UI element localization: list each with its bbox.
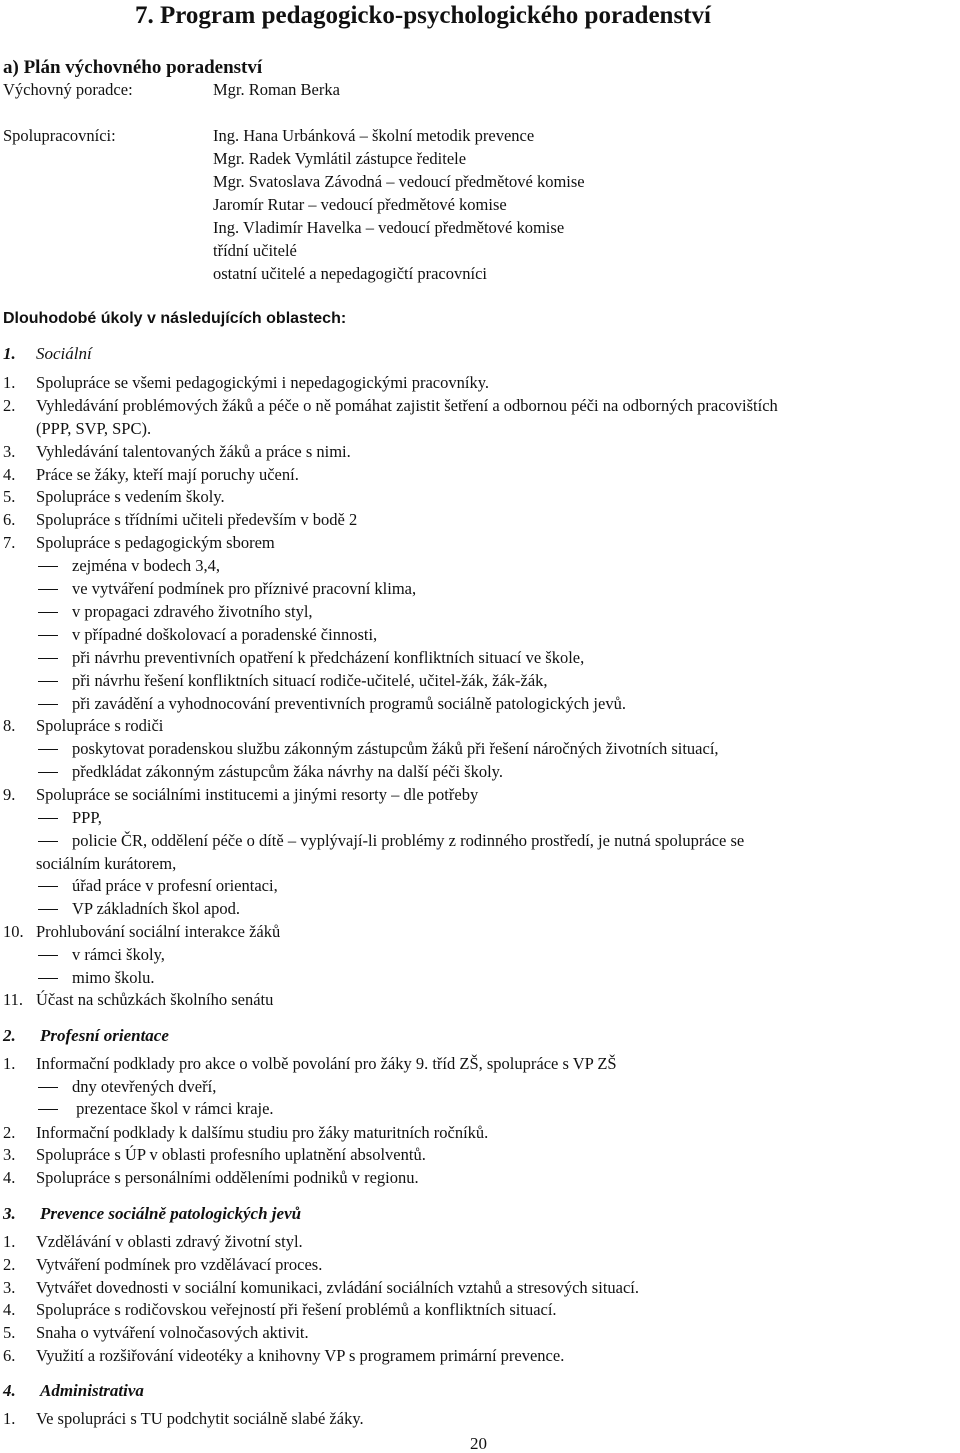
- bullet-text: poskytovat poradenskou službu zákonným zástupcům žáků při řešení náročných životních situací,: [72, 739, 719, 758]
- section-4-title: Administrativa: [40, 1381, 144, 1400]
- item-number: 4.: [3, 1168, 16, 1187]
- dash-bullet-icon: [38, 566, 58, 567]
- dash-bullet-icon: [38, 749, 58, 750]
- item-number: 1.: [3, 1054, 16, 1073]
- item-number: 11.: [3, 990, 24, 1009]
- item-number: 9.: [3, 785, 16, 804]
- section-3-number: 3.: [3, 1204, 16, 1223]
- bullet-text: dny otevřených dveří,: [72, 1077, 217, 1096]
- page-title: 7. Program pedagogicko-psychologického poradenství: [135, 2, 711, 29]
- dash-bullet-icon: [38, 818, 58, 819]
- item-text: Účast na schůzkách školního senátu: [36, 990, 274, 1009]
- item-text: Spolupráce s rodiči: [36, 716, 164, 735]
- dash-bullet-icon: [38, 658, 58, 659]
- dash-bullet-icon: [38, 841, 58, 842]
- item-number: 1.: [3, 1409, 16, 1428]
- page-number: 20: [470, 1434, 487, 1453]
- dash-bullet-icon: [38, 955, 58, 956]
- section-1-title: Sociální: [36, 344, 92, 363]
- item-number: 4.: [3, 465, 16, 484]
- item-text: Vzdělávání v oblasti zdravý životní styl.: [36, 1232, 303, 1251]
- dash-bullet-icon: [38, 886, 58, 887]
- dash-bullet-icon: [38, 1087, 58, 1088]
- collaborator-item: Ing. Hana Urbánková – školní metodik prevence: [213, 126, 535, 145]
- dash-bullet-icon: [38, 681, 58, 682]
- dash-bullet-icon: [38, 704, 58, 705]
- item-number: 4.: [3, 1300, 16, 1319]
- dash-bullet-icon: [38, 772, 58, 773]
- section-4-number: 4.: [3, 1381, 16, 1400]
- bullet-text-continued: sociálním kurátorem,: [36, 854, 177, 873]
- dash-bullet-icon: [38, 589, 58, 590]
- bullet-text: mimo školu.: [72, 968, 155, 987]
- item-number: 1.: [3, 1232, 16, 1251]
- collaborator-item: třídní učitelé: [213, 241, 297, 260]
- item-number: 7.: [3, 533, 16, 552]
- item-text: Spolupráce se všemi pedagogickými i nepedagogickými pracovníky.: [36, 373, 490, 392]
- item-number: 6.: [3, 1346, 16, 1365]
- item-number: 2.: [3, 396, 16, 415]
- dash-bullet-icon: [38, 978, 58, 979]
- item-number: 3.: [3, 442, 16, 461]
- item-number: 3.: [3, 1145, 16, 1164]
- section-1-number: 1.: [3, 344, 16, 363]
- item-number: 5.: [3, 1323, 16, 1342]
- item-number: 2.: [3, 1123, 16, 1142]
- collaborator-item: Mgr. Svatoslava Závodná – vedoucí předmětové komise: [213, 172, 585, 191]
- item-text: Vyhledávání problémových žáků a péče o ně pomáhat zajistit šetření a odbornou péči na odborných pracovištích: [36, 396, 778, 415]
- bullet-text: prezentace škol v rámci kraje.: [72, 1099, 274, 1118]
- item-number: 5.: [3, 487, 16, 506]
- bullet-text: v případné doškolovací a poradenské činnosti,: [72, 625, 378, 644]
- item-text: Vyhledávání talentovaných žáků a práce s nimi.: [36, 442, 351, 461]
- item-text: Informační podklady k dalšímu studiu pro žáky maturitních ročníků.: [36, 1123, 489, 1142]
- section-2-title: Profesní orientace: [40, 1026, 169, 1045]
- item-text: Spolupráce s vedením školy.: [36, 487, 225, 506]
- item-text: Spolupráce s třídními učiteli především v bodě 2: [36, 510, 358, 529]
- item-number: 6.: [3, 510, 16, 529]
- bullet-text: úřad práce v profesní orientaci,: [72, 876, 278, 895]
- item-text: Spolupráce s ÚP v oblasti profesního uplatnění absolventů.: [36, 1145, 426, 1164]
- bullet-text: předkládat zákonným zástupcům žáka návrhy na další péči školy.: [72, 762, 503, 781]
- item-text: Spolupráce s personálními odděleními podniků v regionu.: [36, 1168, 419, 1187]
- item-text: Vytvářet dovednosti v sociální komunikaci, zvládání sociálních vztahů a stresových situací.: [36, 1278, 640, 1297]
- bullet-text: v propagaci zdravého životního styl,: [72, 602, 313, 621]
- item-text: Práce se žáky, kteří mají poruchy učení.: [36, 465, 299, 484]
- item-text: (PPP, SVP, SPC).: [36, 419, 152, 438]
- item-text: Využití a rozšiřování videotéky a knihovny VP s programem primární prevence.: [36, 1346, 565, 1365]
- long-term-heading: Dlouhodobé úkoly v následujících oblastech:: [3, 310, 347, 327]
- collaborator-item: ostatní učitelé a nepedagogičtí pracovníci: [213, 264, 487, 283]
- item-text: Spolupráce se sociálními institucemi a jinými resorty – dle potřeby: [36, 785, 479, 804]
- item-text: Spolupráce s rodičovskou veřejností při řešení problémů a konfliktních situací.: [36, 1300, 557, 1319]
- dash-bullet-icon: [38, 612, 58, 613]
- item-text: Informační podklady pro akce o volbě povolání pro žáky 9. tříd ZŠ, spolupráce s VP ZŠ: [36, 1054, 617, 1073]
- item-number: 1.: [3, 373, 16, 392]
- item-number: 2.: [3, 1255, 16, 1274]
- collaborators-label: Spolupracovníci:: [3, 126, 116, 145]
- advisor-name: Mgr. Roman Berka: [213, 80, 340, 99]
- collaborator-item: Ing. Vladimír Havelka – vedoucí předmětové komise: [213, 218, 565, 237]
- item-number: 8.: [3, 716, 16, 735]
- bullet-text: při návrhu preventivních opatření k předcházení konfliktních situací ve škole,: [72, 648, 585, 667]
- item-text: Ve spolupráci s TU podchytit sociálně slabé žáky.: [36, 1409, 364, 1428]
- section-2-number: 2.: [3, 1026, 16, 1045]
- item-text: Vytváření podmínek pro vzdělávací proces.: [36, 1255, 323, 1274]
- item-number: 10.: [3, 922, 24, 941]
- collaborator-item: Jaromír Rutar – vedoucí předmětové komise: [213, 195, 507, 214]
- plan-heading: a) Plán výchovného poradenství: [3, 57, 263, 78]
- bullet-text: PPP,: [72, 808, 102, 827]
- bullet-text: zejména v bodech 3,4,: [72, 556, 220, 575]
- dash-bullet-icon: [38, 1109, 58, 1110]
- dash-bullet-icon: [38, 909, 58, 910]
- dash-bullet-icon: [38, 635, 58, 636]
- item-text: Snaha o vytváření volnočasových aktivit.: [36, 1323, 309, 1342]
- bullet-text: policie ČR, oddělení péče o dítě – vyplývají-li problémy z rodinného prostředí, je nutná spolupráce se: [72, 831, 745, 850]
- collaborator-item: Mgr. Radek Vymlátil zástupce ředitele: [213, 149, 467, 168]
- item-text: Spolupráce s pedagogickým sborem: [36, 533, 275, 552]
- bullet-text: při zavádění a vyhodnocování preventivních programů sociálně patologických jevů.: [72, 694, 626, 713]
- bullet-text: při návrhu řešení konfliktních situací rodiče-učitelé, učitel-žák, žák-žák,: [72, 671, 548, 690]
- bullet-text: v rámci školy,: [72, 945, 165, 964]
- bullet-text: ve vytváření podmínek pro příznivé pracovní klima,: [72, 579, 417, 598]
- item-number: 3.: [3, 1278, 16, 1297]
- section-3-title: Prevence sociálně patologických jevů: [40, 1204, 302, 1223]
- advisor-label: Výchovný poradce:: [3, 80, 133, 99]
- item-text: Prohlubování sociální interakce žáků: [36, 922, 281, 941]
- bullet-text: VP základních škol apod.: [72, 899, 241, 918]
